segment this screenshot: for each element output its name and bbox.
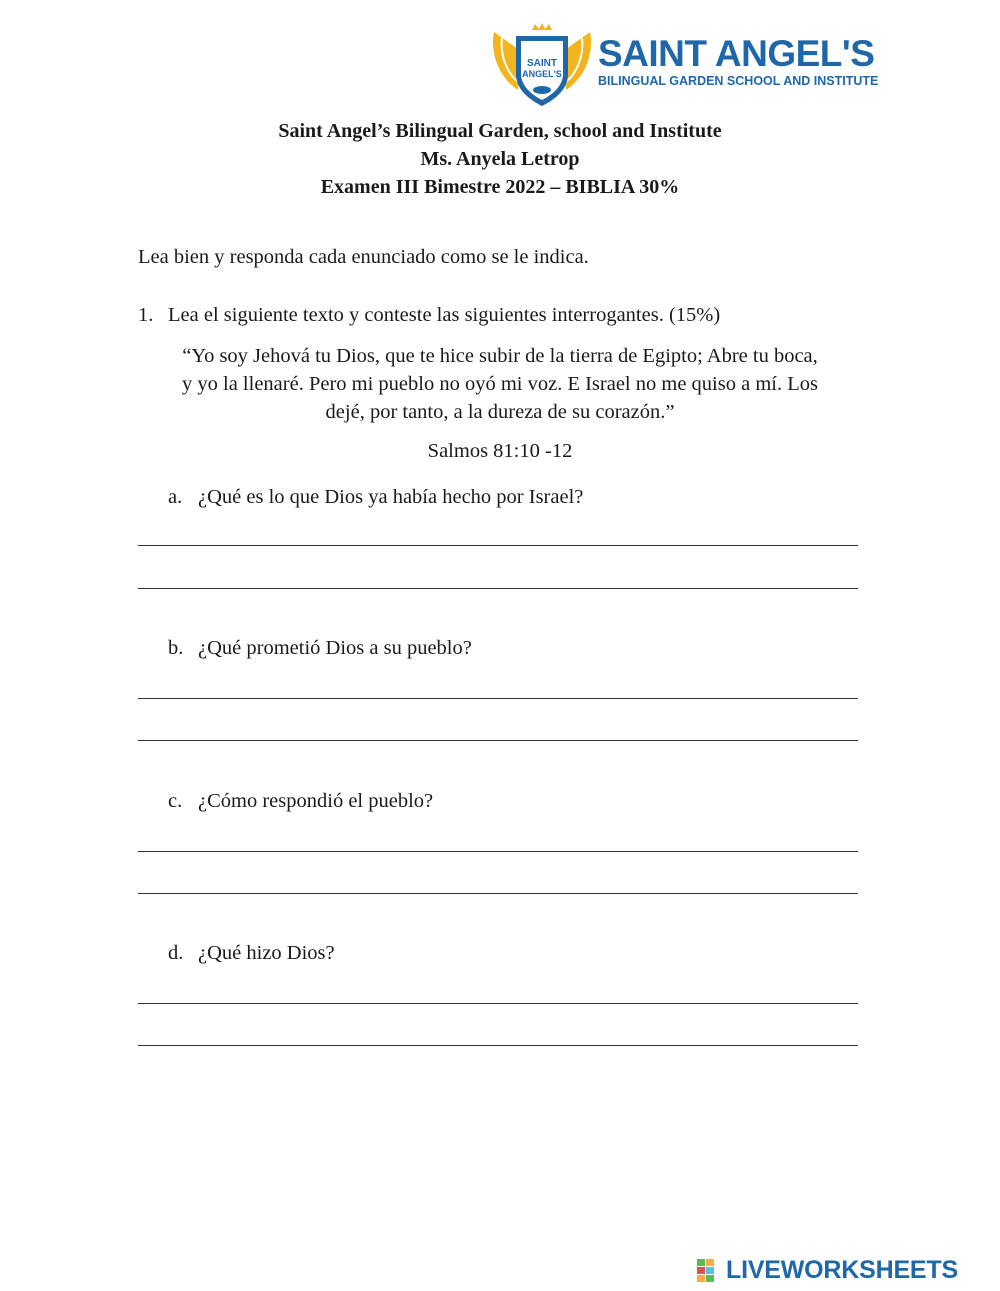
document-header: [0, 117, 1000, 201]
question-text: Lea el siguiente texto y conteste las siguientes interrogantes. (15%): [168, 304, 721, 326]
logo-subtitle: BILINGUAL GARDEN SCHOOL AND INSTITUTE: [598, 74, 879, 88]
liveworksheets-logo: [697, 1258, 997, 1284]
answer-line-c2[interactable]: [138, 893, 858, 894]
quote-line-2: y yo la llenaré. Pero mi pueblo no oyó mi voz. E Israel no me quiso a mí. Los: [182, 373, 818, 395]
answer-line-c1[interactable]: [138, 851, 858, 852]
answer-line-b2[interactable]: [138, 740, 858, 741]
subquestion-d: [168, 939, 335, 967]
subquestion-a: [168, 483, 583, 511]
answer-line-b1[interactable]: [138, 698, 858, 699]
answer-line-a2[interactable]: [138, 588, 858, 589]
subquestion-text: ¿Qué hizo Dios?: [198, 942, 335, 964]
subquestion-text: ¿Cómo respondió el pueblo?: [198, 790, 434, 812]
instructions: Lea bien y responda cada enunciado como se le indica.: [138, 246, 589, 268]
school-logo: [488, 22, 879, 108]
bible-quote: [135, 342, 865, 426]
subquestion-text: ¿Qué prometió Dios a su pueblo?: [198, 637, 472, 659]
subquestion-letter: c.: [168, 790, 183, 812]
quote-line-3: dejé, por tanto, a la dureza de su corazón.”: [325, 401, 675, 423]
subquestion-c: [168, 787, 433, 815]
subquestion-b: [168, 634, 472, 662]
crest-icon: [488, 22, 596, 108]
school-name: Saint Angel’s Bilingual Garden, school and Institute: [278, 120, 722, 142]
svg-text:SAINT: SAINT: [527, 58, 557, 69]
answer-line-d2[interactable]: [138, 1045, 858, 1046]
quote-reference: Salmos 81:10 -12: [427, 440, 573, 462]
subquestion-letter: d.: [168, 942, 184, 964]
answer-line-a1[interactable]: [138, 545, 858, 546]
subquestion-letter: b.: [168, 637, 184, 659]
liveworksheets-brand: LIVEWORKSHEETS: [726, 1256, 958, 1284]
exam-title: Examen III Bimestre 2022 – BIBLIA 30%: [320, 176, 680, 198]
liveworksheets-icon: [697, 1259, 723, 1283]
question-1: [138, 301, 720, 329]
subquestion-text: ¿Qué es lo que Dios ya había hecho por Israel?: [198, 486, 584, 508]
question-number: 1.: [138, 304, 154, 326]
logo-title: SAINT ANGEL'S: [598, 33, 875, 74]
subquestion-letter: a.: [168, 486, 183, 508]
svg-text:ANGEL'S: ANGEL'S: [522, 69, 562, 79]
quote-line-1: “Yo soy Jehová tu Dios, que te hice subir de la tierra de Egipto; Abre tu boca,: [182, 345, 818, 367]
answer-line-d1[interactable]: [138, 1003, 858, 1004]
teacher-name: Ms. Anyela Letrop: [420, 148, 580, 170]
